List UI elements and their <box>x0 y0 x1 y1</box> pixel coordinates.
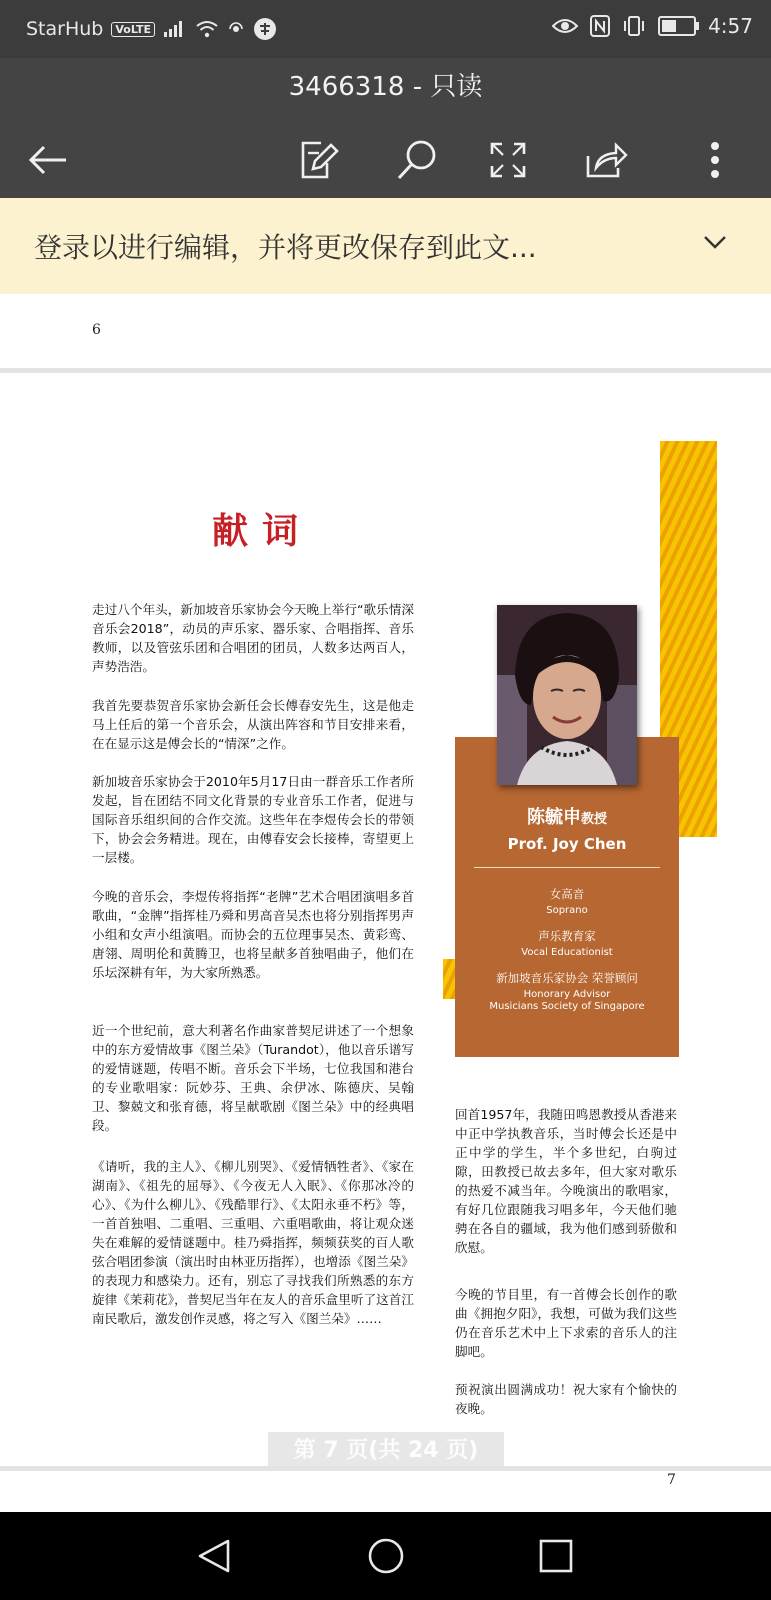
left-paragraph-2: 我首先要恭贺音乐家协会新任会长傅春安先生，这是他走马上任后的第一个音乐会，从演出阵容和节目安排来看，在在显示这是傅会长的“情深”之作。 <box>92 698 414 751</box>
carrier-name: StarHub <box>26 18 104 40</box>
page-separator <box>0 1466 771 1471</box>
app-bar <box>0 58 771 198</box>
portrait-image <box>497 605 637 785</box>
profile-name-en: Prof. Joy Chen <box>507 835 627 853</box>
clock: 4:57 <box>708 14 753 38</box>
previous-page-number: 6 <box>92 322 101 338</box>
profile-name <box>455 803 679 829</box>
portrait-photo <box>497 605 637 785</box>
role-2-zh: 声乐教育家 <box>538 929 596 943</box>
nav-recents-button[interactable] <box>534 1534 578 1578</box>
navigation-bar <box>0 1512 771 1600</box>
page-heading: 献词 <box>212 510 313 552</box>
signal-icon <box>163 20 187 38</box>
banner-message: 登录以进行编辑，并将更改保存到此文... <box>34 231 537 264</box>
role-1-en: Soprano <box>546 905 588 916</box>
more-icon <box>709 141 721 179</box>
right-paragraph-3: 预祝演出圆满成功！祝大家有个愉快的夜晚。 <box>455 1382 677 1416</box>
right-paragraph-1: 回首1957年，我随田鸣恩教授从香港来中正中学执教音乐，当时傅会长还是中正中学的学生，半个多世纪，白驹过隙，田教授已故去多年，但大家对歌乐的热爱不减当年。今晚演出的歌唱家，有好几位跟随我习唱多年，今天他们驰骋在各自的疆域，我为他们感到骄傲和欣慰。 <box>455 1107 677 1255</box>
profile-name-zh: 陈毓申 <box>526 807 581 828</box>
more-options-button[interactable] <box>685 130 745 190</box>
role-3-en: Honorary Advisor <box>523 989 611 1000</box>
divider <box>474 867 660 868</box>
right-paragraph-2: 今晚的节目里，有一首傅会长创作的歌曲《拥抱夕阳》，我想，可做为我们这些仍在音乐艺术中上下求索的音乐人的注脚吧。 <box>455 1287 677 1359</box>
battery-icon <box>658 16 696 36</box>
eye-icon <box>552 17 578 35</box>
page-number: 7 <box>667 1472 676 1488</box>
left-paragraph-3: 新加坡音乐家协会于2010年5月17日由一群音乐工作者所发起，旨在团结不同文化背景的专业音乐工作者，促进与国际音乐组织间的合作交流。这些年在李煜传会长的带领下，协会会务精进。现在，由傅春安会长接棒，寄望更上一层楼。 <box>92 774 414 865</box>
nav-home-button[interactable] <box>364 1534 408 1578</box>
status-left <box>26 17 277 41</box>
search-icon <box>395 138 439 182</box>
fullscreen-icon <box>488 140 528 180</box>
sign-in-banner[interactable] <box>0 198 771 294</box>
banner-expand-button[interactable] <box>703 234 727 254</box>
role-3-en-org: Musicians Society of Singapore <box>489 1001 645 1012</box>
document-viewer[interactable] <box>0 294 771 1512</box>
role-2-en: Vocal Educationist <box>521 947 613 958</box>
chevron-down-icon <box>703 234 727 250</box>
left-paragraph-6: 《请听，我的主人》、《柳儿别哭》、《爱情牺牲者》、《家在湖南》、《祖先的屈辱》、《今夜无人入眠》、《你那冰冷的心》、《为什么柳儿》、《残酷罪行》、《太阳永垂不朽》等，一首首独唱、二重唱、三重唱、六重唱歌曲，将让观众迷失在难解的爱情谜题中。桂乃舜指挥，频频获奖的百人歌弦合唱团参演（演出时由林亚历指挥），也增添《图兰朵》的表现力和感染力。还有，别忘了寻找我们所熟悉的东方旋律《茉莉花》，普契尼当年在友人的音乐盒里听了这首江南民歌后，激发创作灵感，将之写入《图兰朵》…… <box>92 1159 414 1326</box>
fullscreen-button[interactable] <box>478 130 538 190</box>
nav-home-icon <box>366 1536 406 1576</box>
status-bar <box>0 0 771 58</box>
share-icon <box>584 140 628 180</box>
vibrate-icon <box>622 15 646 37</box>
search-button[interactable] <box>387 130 447 190</box>
share-button[interactable] <box>576 130 636 190</box>
previous-page <box>0 294 771 373</box>
app-notification-icon <box>253 17 277 41</box>
document-page <box>0 373 771 1488</box>
role-3-zh: 新加坡音乐家协会 荣誉顾问 <box>496 971 638 985</box>
role-1-zh: 女高音 <box>549 887 585 901</box>
wifi-icon <box>195 20 219 38</box>
left-paragraph-1: 走过八个年头，新加坡音乐家协会今天晚上举行“歌乐情深音乐会2018”，动员的声乐家、器乐家、合唱指挥、音乐教师，以及管弦乐团和合唱团的团员，人数多达两百人，声势浩浩。 <box>92 602 414 674</box>
hotspot-icon <box>227 20 245 38</box>
back-arrow-icon <box>26 143 70 177</box>
nfc-icon <box>590 15 610 37</box>
page-indicator: 第 7 页(共 24 页) <box>268 1432 504 1470</box>
profile-card <box>455 737 679 1057</box>
edit-button[interactable] <box>288 130 348 190</box>
left-paragraph-4: 今晚的音乐会，李煜传将指挥“老牌”艺术合唱团演唱多首歌曲，“金牌”指挥桂乃舜和男高音吴杰也将分别指挥男声小组和女声小组演唱。而协会的五位理事吴杰、黄彩鸾、唐翎、周明伦和黄腾卫，也将呈献多首独唱曲子，他们在乐坛深耕有年，为大家所熟悉。 <box>92 889 414 980</box>
volte-badge: VoLTE <box>111 22 155 37</box>
back-button[interactable] <box>18 130 78 190</box>
document-title: 3466318 - 只读 <box>288 72 483 102</box>
nav-back-button[interactable] <box>192 1534 236 1578</box>
profile-title-zh: 教授 <box>580 812 607 827</box>
nav-recents-icon <box>538 1538 574 1574</box>
edit-icon <box>297 139 339 181</box>
status-right <box>552 14 753 38</box>
battery-fill <box>662 20 676 32</box>
nav-back-icon <box>196 1537 232 1575</box>
left-paragraph-5: 近一个世纪前，意大利著名作曲家普契尼讲述了一个想象中的东方爱情故事《图兰朵》（Turandot），他以音乐谱写的爱情谜题，传唱不断。音乐会下半场，七位我国和港台的专业歌唱家：阮妙芬、王典、余伊冰、陈德庆、吴翰卫、黎兢文和张育德，将呈献歌剧《图兰朵》中的经典唱段。 <box>92 1023 414 1133</box>
